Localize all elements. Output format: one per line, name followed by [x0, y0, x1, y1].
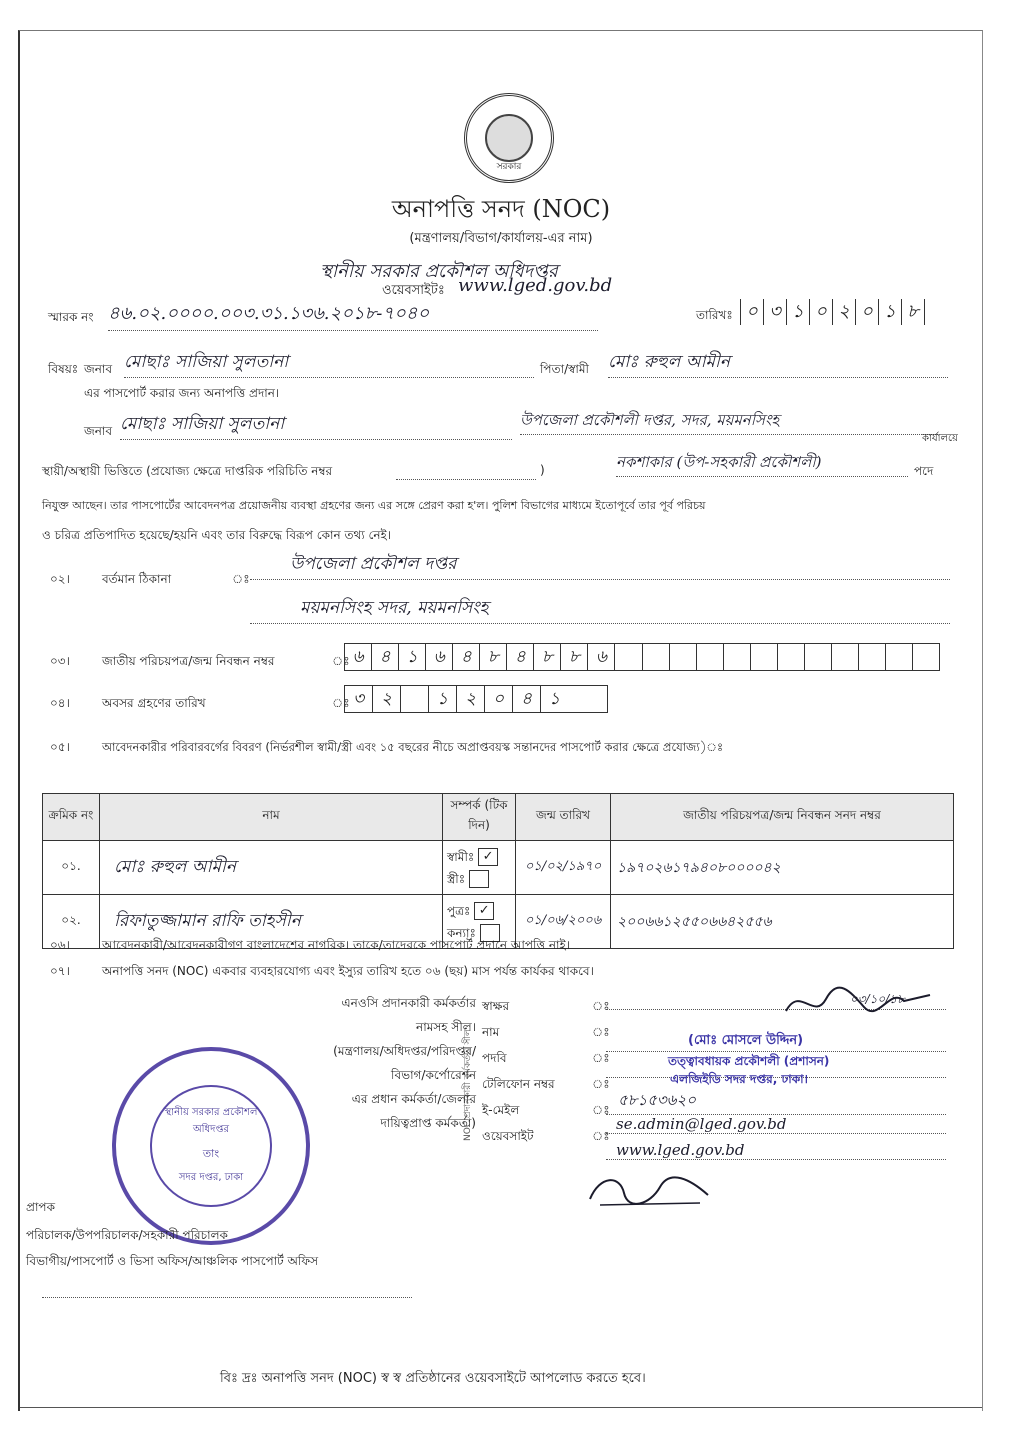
body-paragraph-2: নিযুক্ত আছেন। তার পাসপোর্টের আবেদনপত্র প্রয়োজনীয় ব্যবস্থা গ্রহণের জন্য এর সঙ্গে প্রেরণ করা হ'ল। পুলিশ বিভাগের মাধ্যমে ইতোপূর্বে তার পূর্ব পরিচয়: [42, 499, 706, 512]
col-nid-header: জাতীয় পরিচয়পত্র/জন্ম নিবন্ধন সনদ নম্বর: [611, 794, 954, 841]
nid-digit: [886, 644, 913, 670]
relation-label: স্বামীঃ: [447, 849, 475, 864]
item-02-number: ০২।: [50, 572, 70, 586]
nid-digit: ৪: [507, 644, 534, 670]
nid-digit: [643, 644, 670, 670]
date-digit: ৮: [901, 299, 925, 325]
item-03-number: ০৩।: [50, 654, 70, 668]
address-line-1: উপজেলা প্রকৌশল দপ্তর: [250, 551, 950, 580]
initials-signature-icon: [580, 1169, 720, 1213]
relation-checkbox[interactable]: [469, 870, 489, 888]
relation-label: স্ত্রীঃ: [447, 871, 466, 886]
nid-digit: [778, 644, 805, 670]
recipient-line-2: বিভাগীয়/পাসপোর্ট ও ভিসা অফিস/আঞ্চলিক পাসপোর্ট অফিস: [26, 1254, 319, 1268]
nid-digit: [913, 644, 939, 670]
name-label: নাম: [482, 1025, 500, 1039]
employee-name: মোছাঃ সাজিয়া সুলতানা: [120, 411, 512, 440]
date-digit: ১: [878, 299, 901, 325]
website-value: www.lged.gov.bd: [458, 275, 613, 296]
retire-digit: ২: [457, 686, 485, 712]
date-digit: ০: [809, 299, 832, 325]
retire-label: অবসর গ্রহণের তারিখ: [102, 696, 206, 710]
signatory-line: দায়িত্বপ্রাপ্ত কর্মকর্তা): [380, 1116, 476, 1130]
retire-digit: ৪: [513, 686, 541, 712]
office-suffix: কার্যালয়ে: [922, 433, 958, 444]
colon: ঃ: [592, 999, 610, 1013]
nid-digit: [832, 644, 859, 670]
retire-colon: ঃ: [332, 696, 350, 710]
issue-date-boxes: [740, 299, 925, 325]
relation-label: কন্যাঃ: [447, 925, 476, 940]
col-dob-header: জন্ম তারিখ: [516, 794, 611, 841]
row-nid: ২০০৬৬১২৫৫০৬৬৪২৫৫৬: [611, 895, 954, 949]
recipient-label: প্রাপক: [26, 1200, 55, 1214]
applicant-name: মোছাঃ সাজিয়া সুলতানা: [124, 349, 534, 378]
father-husband-name: মোঃ রুহুল আমীন: [608, 349, 948, 378]
relation-checkbox[interactable]: ✓: [474, 902, 494, 920]
nid-digit: ৮: [534, 644, 561, 670]
website-label-2: ওয়েবসাইট: [482, 1129, 534, 1143]
nid-digit: [615, 644, 642, 670]
designation: নকশাকার (উপ-সহকারী প্রকৌশলী): [616, 451, 908, 477]
nid-digit: ৮: [480, 644, 507, 670]
emblem-caption: সরকার: [496, 162, 522, 172]
date-digit: ০: [855, 299, 878, 325]
row-relation: [443, 841, 516, 895]
retire-digit: ২: [373, 686, 401, 712]
designation-label: পদবি: [482, 1051, 507, 1065]
col-relation-header: সম্পর্ক (টিক দিন): [443, 794, 516, 841]
address-label: বর্তমান ঠিকানা: [102, 572, 172, 586]
officer-title-stamp: তত্ত্বাবধায়ক প্রকৌশলী (প্রশাসন): [668, 1054, 830, 1068]
row-dob: ০১/০২/১৯৭০: [516, 841, 611, 895]
website-value-2: www.lged.gov.bd: [606, 1141, 946, 1160]
father-husband-label: পিতা/স্বামী: [540, 362, 589, 376]
footer-note: বিঃ দ্রঃ অনাপত্তি সনদ (NOC) স্ব স্ব প্রতিষ্ঠানের ওয়েবসাইটে আপলোড করতে হবে।: [220, 1371, 646, 1386]
retire-digit: ০: [485, 686, 513, 712]
relation-label: পুত্রঃ: [447, 903, 471, 918]
signatory-line: (মন্ত্রণালয়/অধিদপ্তর/পরিদপ্তর/: [333, 1044, 476, 1058]
colon: ঃ: [592, 1051, 610, 1065]
nid-digit: [697, 644, 724, 670]
signatory-labels: [482, 993, 555, 1149]
recipient-blank-line: [42, 1297, 412, 1298]
nid-digit: [670, 644, 697, 670]
signatory-line: নামসহ সীল।: [416, 1020, 476, 1034]
memo-number: ৪৬.০২.০০০০.০০৩.৩১.১৩৬.২০১৮-৭০৪০: [108, 299, 598, 331]
subject-line2: এর পাসপোর্ট করার জন্য অনাপত্তি প্রদান।: [84, 386, 280, 400]
post-suffix: পদে: [914, 464, 934, 478]
nid-digit: ৪: [453, 644, 480, 670]
nid-digit: [724, 644, 751, 670]
retire-digit: ১: [429, 686, 457, 712]
row-name: রিফাতুজ্জামান রাফি তাহসীন: [100, 895, 443, 949]
col-name-header: নাম: [100, 794, 443, 841]
col-serial-header: ক্রমিক নং: [43, 794, 100, 841]
row-serial: ০২.: [43, 895, 100, 949]
paren-close: ): [540, 463, 545, 477]
item-07-number: ০৭।: [50, 964, 70, 978]
row-nid: ১৯৭০২৬১৭৯৪০৮০০০০৪২: [611, 841, 954, 895]
date-digit: ০: [740, 299, 763, 325]
subject-label: বিষয়ঃ: [48, 362, 79, 376]
janab-label: জনাব: [84, 362, 113, 376]
seal-bottom-text: সদর দপ্তর, ঢাকা: [178, 1172, 244, 1183]
colon: ঃ: [592, 1129, 610, 1143]
item-05-number: ০৫।: [50, 740, 70, 754]
nid-digit: ৪: [372, 644, 399, 670]
nid-digit: [805, 644, 832, 670]
nid-colon: ঃ: [332, 654, 350, 668]
table-header-row: [43, 794, 954, 841]
footer-rule: [20, 1407, 982, 1408]
government-emblem-icon: [464, 93, 554, 183]
signature-date: ০৩/১০/১৮: [850, 992, 905, 1006]
relation-checkbox[interactable]: ✓: [478, 848, 498, 866]
officer-office-stamp: এলজিইডি সদর দপ্তর, ঢাকা।: [670, 1072, 808, 1086]
nid-digit: ৬: [426, 644, 453, 670]
email-value: se.admin@lged.gov.bd: [606, 1115, 946, 1134]
nid-digit: ৬: [345, 644, 372, 670]
retire-digit: ৩: [345, 686, 373, 712]
retire-digit: ১: [548, 689, 561, 709]
nid-label: জাতীয় পরিচয়পত্র/জন্ম নিবন্ধন নম্বর: [102, 654, 275, 668]
recipient-line-1: পরিচালক/উপপরিচালক/সহকারী পরিচালক: [26, 1228, 228, 1242]
item-04-number: ০৪।: [50, 696, 70, 710]
date-digit: ২: [832, 299, 855, 325]
official-seal-icon: [112, 1047, 310, 1245]
item-06-number: ০৬।: [50, 938, 70, 952]
phone-value: ৫৮১৫৩৬২০: [606, 1089, 946, 1115]
item-07-text: অনাপত্তি সনদ (NOC) একবার ব্যবহারযোগ্য এবং ইস্যুর তারিখ হতে ০৬ (ছয়) মাস পর্যন্ত কার্যকর থাকবে।: [102, 964, 594, 978]
row-serial: ০১.: [43, 841, 100, 895]
nid-digit: [859, 644, 886, 670]
janab-label-2: জনাব: [84, 424, 113, 438]
employee-office: উপজেলা প্রকৌশলী দপ্তর, সদর, ময়মনসিংহ: [520, 409, 938, 435]
seal-outer-text: স্থানীয় সরকার প্রকৌশল অধিদপ্তর: [164, 1107, 258, 1135]
item-06-text: আবেদনকারী/আবেদনকারীগণ বাংলাদেশের নাগরিক। তাকে/তাদেরকে পাসপোর্ট প্রদানে আপত্তি নাই।: [102, 938, 571, 952]
date-digit: ১: [786, 299, 809, 325]
nid-digit: ৬: [588, 644, 615, 670]
document-page: [18, 30, 983, 1411]
body-paragraph-3: ও চরিত্র প্রতিপাদিত হয়েছে/হয়নি এবং তার বিরুদ্ধে বিরূপ কোন তথ্য নেই।: [42, 528, 392, 542]
address-line-2: ময়মনসিংহ সদর, ময়মনসিংহ: [250, 595, 950, 624]
office-name-handwritten: স্থানীয় সরকার প্রকৌশল অধিদপ্তর: [320, 261, 558, 282]
website-label: ওয়েবসাইটঃ: [382, 283, 445, 298]
retire-date-boxes: [344, 685, 608, 713]
family-label: আবেদনকারীর পরিবারবর্গের বিবরণ (নির্ভরশীল স্বামী/স্ত্রী এবং ১৫ বছরের নীচে অপ্রাপ্তবয়স্ক সন্তানদের পাসপোর্ট করার ক্ষেত্রে প্রযোজ্য)ঃ: [102, 740, 724, 754]
signatory-line: এনওসি প্রদানকারী কর্মকর্তার: [341, 996, 476, 1010]
row-name: মোঃ রুহুল আমীন: [100, 841, 443, 895]
email-label: ই-মেইল: [482, 1103, 520, 1117]
permanent-line: স্থায়ী/অস্থায়ী ভিত্তিতে (প্রযোজ্য ক্ষেত্রে দাপ্তরিক পরিচিতি নম্বর: [42, 464, 333, 478]
document-subtitle: (মন্ত্রণালয়/বিভাগ/কার্যালয়-এর নাম): [409, 231, 593, 246]
phone-label: টেলিফোন নম্বর: [482, 1077, 555, 1091]
row-dob: ০১/০৬/২০০৬: [516, 895, 611, 949]
signatory-line: এর প্রধান কর্মকর্তা/জেলার: [351, 1092, 476, 1106]
colon: ঃ: [592, 1077, 610, 1091]
nid-digit: ১: [399, 644, 426, 670]
sign-label: স্বাক্ষর: [482, 999, 510, 1013]
table-row: [43, 841, 954, 895]
memo-label: স্মারক নং: [48, 310, 94, 324]
official-id-blank: [396, 463, 536, 480]
nid-digit: [751, 644, 778, 670]
family-table: [42, 793, 954, 949]
colon: ঃ: [592, 1103, 610, 1117]
date-digit: ৩: [763, 299, 786, 325]
date-label: তারিখঃ: [696, 308, 733, 322]
vertical-stamp: NOC প্রদানকারী কর্মকর্তার সীল: [463, 1029, 473, 1141]
document-title: অনাপত্তি সনদ (NOC): [391, 195, 611, 223]
retire-digit: [401, 686, 429, 712]
officer-name-stamp: (মোঃ মোসলে উদ্দিন): [688, 1033, 804, 1048]
seal-inner-text: তাং: [202, 1147, 220, 1160]
nid-digit: ৮: [561, 644, 588, 670]
colon: ঃ: [592, 1025, 610, 1039]
address-colon: ঃ: [232, 572, 250, 586]
signatory-line: বিভাগ/কর্পোরেশন: [391, 1068, 476, 1082]
nid-digit-boxes: [344, 643, 940, 671]
